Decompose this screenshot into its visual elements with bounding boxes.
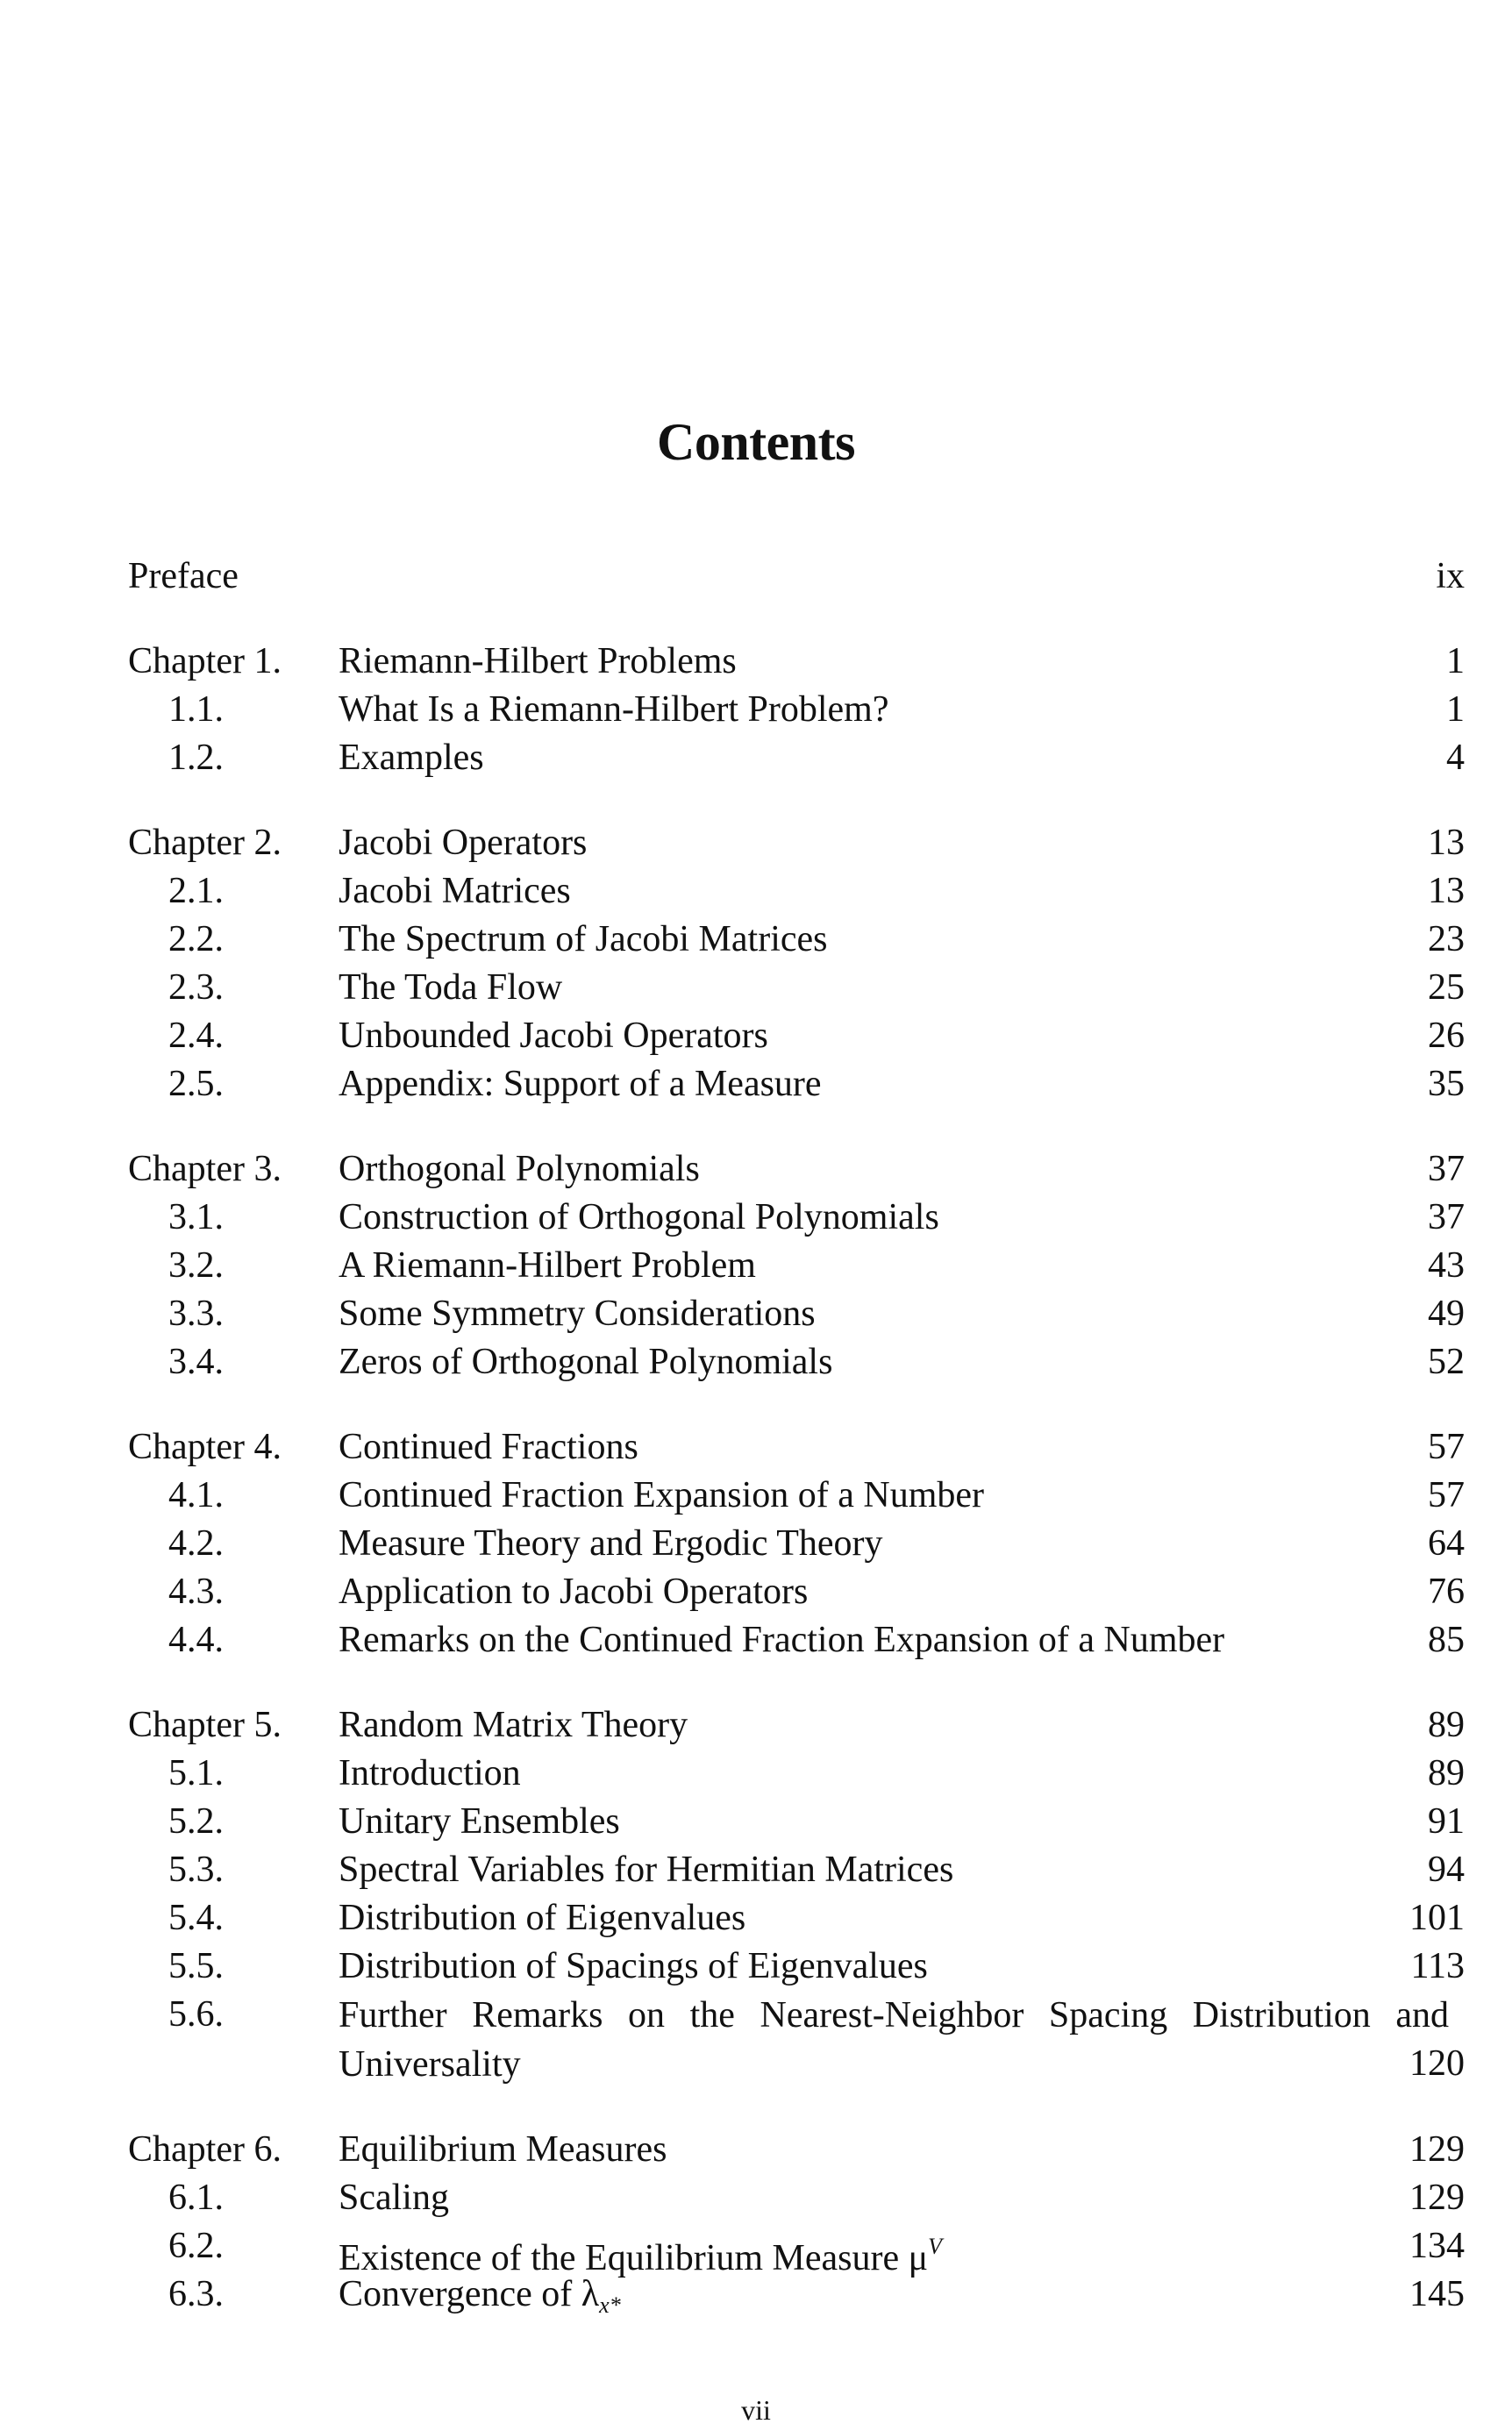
toc-entry-section[interactable] <box>128 1194 1465 1242</box>
toc-entry-section[interactable] <box>128 1798 1465 1846</box>
toc-entry-section[interactable] <box>128 916 1465 964</box>
page-number-footer: vii <box>741 2394 771 2426</box>
section-title: Application to Jacobi Operators <box>339 1572 809 1612</box>
toc-entry-section[interactable] <box>128 964 1465 1012</box>
section-number: 2.1. <box>168 871 224 911</box>
toc-entry-section[interactable] <box>128 686 1465 734</box>
section-number: 5.5. <box>168 1946 224 1986</box>
chapter-page: 129 <box>1409 2129 1465 2170</box>
section-page: 35 <box>1428 1064 1465 1104</box>
chapter-title: Random Matrix Theory <box>339 1705 688 1745</box>
section-number: 5.6. <box>168 1994 224 2035</box>
section-title: Measure Theory and Ergodic Theory <box>339 1523 883 1564</box>
section-title: Jacobi Matrices <box>339 871 571 911</box>
section-page: 101 <box>1409 1898 1465 1938</box>
section-title: Unbounded Jacobi Operators <box>339 1016 768 1056</box>
section-page: 4 <box>1446 738 1465 778</box>
section-page: 37 <box>1428 1197 1465 1237</box>
section-number: 3.4. <box>168 1342 224 1382</box>
section-page: 52 <box>1428 1342 1465 1382</box>
section-number: 5.2. <box>168 1801 224 1842</box>
section-number: 4.4. <box>168 1620 224 1660</box>
section-title: Introduction <box>339 1753 521 1793</box>
toc-entry-chapter[interactable] <box>128 638 1465 686</box>
page-title: Contents <box>656 413 855 471</box>
toc-entry-section[interactable] <box>128 1290 1465 1338</box>
table-of-contents <box>128 552 1465 2319</box>
toc-entry-chapter[interactable] <box>128 1701 1465 1750</box>
section-title: Unitary Ensembles <box>339 1801 620 1842</box>
section-page: 145 <box>1409 2274 1465 2314</box>
subscript: x* <box>599 2292 621 2318</box>
section-page: 120 <box>1409 2043 1465 2084</box>
section-number: 3.1. <box>168 1197 224 1237</box>
section-page: 85 <box>1428 1620 1465 1660</box>
section-number: 6.2. <box>168 2226 224 2266</box>
section-number: 2.4. <box>168 1016 224 1056</box>
chapter-title: Orthogonal Polynomials <box>339 1149 700 1189</box>
section-number: 6.1. <box>168 2178 224 2218</box>
section-title: Distribution of Spacings of Eigenvalues <box>339 1946 928 1986</box>
toc-entry-chapter[interactable] <box>128 1145 1465 1194</box>
section-page: 13 <box>1428 871 1465 911</box>
toc-entry-section[interactable] <box>128 1991 1465 2089</box>
toc-entry-section[interactable] <box>128 1520 1465 1568</box>
section-title: Continued Fraction Expansion of a Number <box>339 1475 985 1515</box>
section-page: 25 <box>1428 967 1465 1008</box>
toc-entry-chapter[interactable] <box>128 1423 1465 1472</box>
section-title: Some Symmetry Considerations <box>339 1294 816 1334</box>
chapter-label: Chapter 1. <box>128 641 282 681</box>
toc-entry-section[interactable] <box>128 1616 1465 1665</box>
toc-entry-section[interactable] <box>128 1846 1465 1894</box>
toc-entry-section[interactable] <box>128 2174 1465 2222</box>
section-number: 2.2. <box>168 919 224 959</box>
section-title: Further Remarks on the Nearest-Neighbor Spacing Distribution and Universality <box>339 1995 1449 2085</box>
section-number: 5.4. <box>168 1898 224 1938</box>
section-title: Spectral Variables for Hermitian Matrices <box>339 1850 954 1890</box>
chapter-title: Jacobi Operators <box>339 823 588 863</box>
section-number: 4.3. <box>168 1572 224 1612</box>
chapter-page: 1 <box>1446 641 1465 681</box>
section-page: 26 <box>1428 1016 1465 1056</box>
entry-page: ix <box>1436 556 1465 596</box>
toc-entry-section[interactable] <box>128 1894 1465 1943</box>
section-title: What Is a Riemann-Hilbert Problem? <box>339 689 889 730</box>
chapter-page: 89 <box>1428 1705 1465 1745</box>
section-title: Distribution of Eigenvalues <box>339 1898 746 1938</box>
chapter-page: 37 <box>1428 1149 1465 1189</box>
section-page: 1 <box>1446 689 1465 730</box>
section-number: 4.2. <box>168 1523 224 1564</box>
section-page: 129 <box>1409 2178 1465 2218</box>
section-page: 113 <box>1410 1946 1465 1986</box>
section-number: 3.3. <box>168 1294 224 1334</box>
toc-entry-section[interactable] <box>128 734 1465 782</box>
toc-entry-section[interactable] <box>128 1568 1465 1616</box>
section-title: Existence of the Equilibrium Measure $\mu^V$ <box>339 2234 943 2278</box>
section-number: 2.3. <box>168 967 224 1008</box>
section-title: Appendix: Support of a Measure <box>339 1064 822 1104</box>
section-title: A Riemann-Hilbert Problem <box>339 1245 756 1286</box>
section-title: The Toda Flow <box>339 967 563 1008</box>
toc-entry-section[interactable] <box>128 1060 1465 1109</box>
toc-entry-preface[interactable] <box>128 552 1465 601</box>
entry-title: Preface <box>128 556 239 596</box>
section-page: 89 <box>1428 1753 1465 1793</box>
section-number: 3.2. <box>168 1245 224 1286</box>
toc-entry-section[interactable] <box>128 1338 1465 1387</box>
section-page: 91 <box>1428 1801 1465 1842</box>
toc-entry-section[interactable] <box>128 1750 1465 1798</box>
section-number: 1.1. <box>168 689 224 730</box>
section-page: 76 <box>1428 1572 1465 1612</box>
chapter-label: Chapter 5. <box>128 1705 282 1745</box>
toc-entry-section[interactable] <box>128 1242 1465 1290</box>
superscript: V <box>928 2234 943 2259</box>
section-page: 57 <box>1428 1475 1465 1515</box>
toc-entry-chapter[interactable] <box>128 2126 1465 2174</box>
section-page: 49 <box>1428 1294 1465 1334</box>
section-title: Zeros of Orthogonal Polynomials <box>339 1342 833 1382</box>
section-title: Convergence of $\lambda_{x*}$ <box>339 2274 621 2318</box>
section-title: Remarks on the Continued Fraction Expansion of a Number <box>339 1620 1225 1660</box>
section-title: Construction of Orthogonal Polynomials <box>339 1197 939 1237</box>
toc-entry-chapter[interactable] <box>128 819 1465 867</box>
section-page: 94 <box>1428 1850 1465 1890</box>
chapter-page: 13 <box>1428 823 1465 863</box>
chapter-title: Continued Fractions <box>339 1427 638 1467</box>
section-number: 6.3. <box>168 2274 224 2314</box>
chapter-label: Chapter 2. <box>128 823 282 863</box>
section-title: Scaling <box>339 2178 449 2218</box>
chapter-label: Chapter 3. <box>128 1149 282 1189</box>
chapter-title: Riemann-Hilbert Problems <box>339 641 737 681</box>
section-number: 5.3. <box>168 1850 224 1890</box>
section-number: 4.1. <box>168 1475 224 1515</box>
toc-entry-section[interactable] <box>128 1472 1465 1520</box>
section-number: 5.1. <box>168 1753 224 1793</box>
section-page: 43 <box>1428 1245 1465 1286</box>
section-title: Examples <box>339 738 484 778</box>
chapter-title: Equilibrium Measures <box>339 2129 667 2170</box>
toc-entry-section[interactable] <box>128 867 1465 916</box>
chapter-page: 57 <box>1428 1427 1465 1467</box>
chapter-label: Chapter 6. <box>128 2129 282 2170</box>
section-page: 134 <box>1409 2226 1465 2266</box>
toc-entry-section[interactable] <box>128 2222 1465 2278</box>
section-page: 64 <box>1428 1523 1465 1564</box>
toc-entry-section[interactable] <box>128 1012 1465 1060</box>
toc-entry-section[interactable] <box>128 2271 1465 2319</box>
chapter-label: Chapter 4. <box>128 1427 282 1467</box>
section-number: 1.2. <box>168 738 224 778</box>
section-number: 2.5. <box>168 1064 224 1104</box>
toc-entry-section[interactable] <box>128 1943 1465 1991</box>
section-title: The Spectrum of Jacobi Matrices <box>339 919 828 959</box>
section-page: 23 <box>1428 919 1465 959</box>
